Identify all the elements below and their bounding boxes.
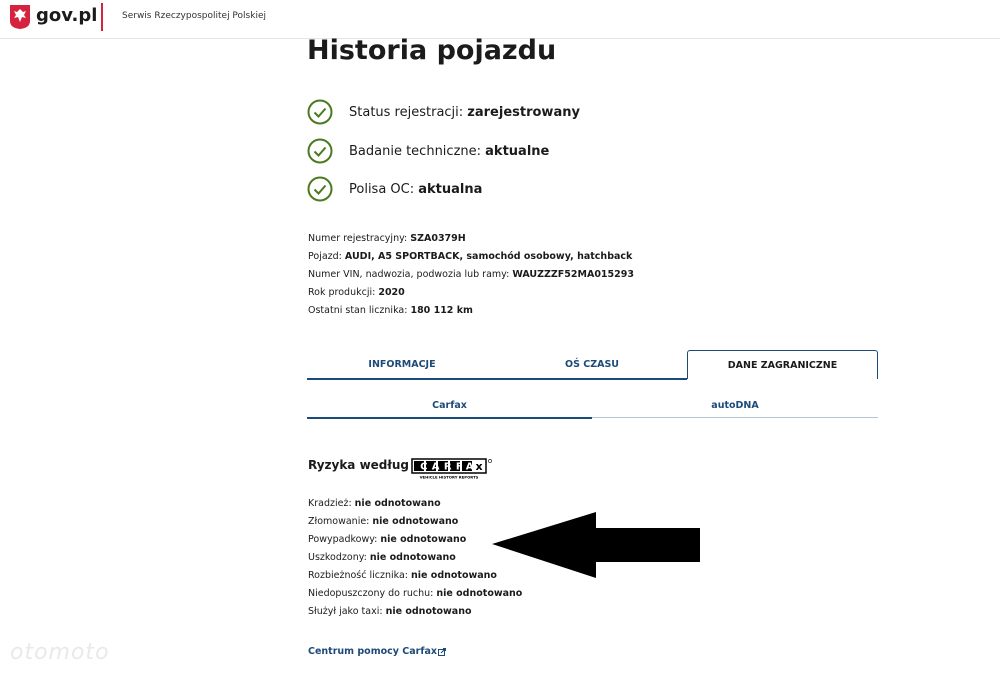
risk-value: nie odnotowano <box>369 552 456 563</box>
subtab-carfax[interactable]: Carfax <box>307 393 592 419</box>
detail-value: WAUZZZF52MA015293 <box>512 269 634 280</box>
external-link-icon <box>438 648 446 656</box>
risk-heading: Ryzyka według <box>308 458 409 472</box>
status-value: aktualne <box>485 143 550 159</box>
detail-label: Rok produkcji: <box>308 287 379 298</box>
risk-label: Złomowanie: <box>308 516 373 527</box>
check-circle-icon <box>307 138 333 164</box>
risk-label: Kradzież: <box>308 498 355 509</box>
status-label: Status rejestracji: <box>349 104 464 120</box>
tab-dane-zagraniczne[interactable]: DANE ZAGRANICZNE <box>687 350 878 379</box>
page-title: Historia pojazdu <box>307 35 557 66</box>
detail-value: 180 112 km <box>410 305 473 316</box>
detail-row <box>308 284 634 302</box>
detail-row <box>308 230 634 248</box>
header-divider <box>101 3 103 31</box>
check-circle-icon <box>307 99 333 125</box>
brand-logo[interactable]: gov.pl <box>36 5 98 26</box>
status-value: aktualna <box>418 181 483 197</box>
risk-value: nie odnotowano <box>380 534 467 545</box>
detail-label: Pojazd: <box>308 251 345 262</box>
status-insurance <box>307 175 482 203</box>
detail-label: Numer VIN, nadwozia, podwozia lub ramy: <box>308 269 513 280</box>
risk-label: Uszkodzony: <box>308 552 370 563</box>
detail-value: AUDI, A5 SPORTBACK, samochód osobowy, hatchback <box>344 251 633 262</box>
risk-label: Rozbieżność licznika: <box>308 570 412 581</box>
carfax-logo-text: CARFA <box>420 461 478 473</box>
risk-value: nie odnotowano <box>372 516 459 527</box>
carfax-help-link[interactable] <box>308 646 446 657</box>
watermark: otomoto <box>10 640 110 665</box>
detail-row <box>308 248 634 266</box>
detail-row <box>308 302 634 320</box>
status-label: Badanie techniczne: <box>349 143 482 159</box>
status-value: zarejestrowany <box>467 104 580 120</box>
sub-tabs <box>307 393 878 419</box>
check-circle-icon <box>307 176 333 202</box>
tab-informacje[interactable]: INFORMACJE <box>307 350 497 380</box>
detail-label: Ostatni stan licznika: <box>308 305 411 316</box>
status-inspection <box>307 137 549 165</box>
vehicle-details <box>308 230 634 320</box>
risk-item <box>308 585 522 603</box>
tab-os-czasu[interactable]: OŚ CZASU <box>497 350 687 380</box>
status-registration <box>307 98 580 126</box>
svg-text:VEHICLE HISTORY REPORTS: VEHICLE HISTORY REPORTS <box>419 474 479 480</box>
risk-value: nie odnotowano <box>411 570 497 581</box>
top-bar <box>0 0 1000 39</box>
annotation-arrow <box>490 510 702 580</box>
risk-value: nie odnotowano <box>436 588 523 599</box>
carfax-logo <box>411 458 493 480</box>
risk-value: nie odnotowano <box>385 606 472 617</box>
risk-label: Niedopuszczony do ruchu: <box>308 588 437 599</box>
main-tabs <box>307 350 878 379</box>
svg-text:x: x <box>475 460 483 473</box>
status-label: Polisa OC: <box>349 181 415 197</box>
help-link-text: Centrum pomocy Carfax <box>308 646 437 657</box>
detail-label: Numer rejestracyjny: <box>308 233 411 244</box>
service-name: Serwis Rzeczypospolitej Polskiej <box>122 11 266 21</box>
subtab-autodna[interactable]: autoDNA <box>592 393 878 418</box>
detail-value: SZA0379H <box>410 233 466 244</box>
risk-value: nie odnotowano <box>354 498 441 509</box>
risk-label: Służył jako taxi: <box>308 606 386 617</box>
risk-item <box>308 603 522 621</box>
polish-eagle-icon <box>9 4 31 30</box>
detail-row <box>308 266 634 284</box>
risk-label: Powypadkowy: <box>308 534 381 545</box>
detail-value: 2020 <box>378 287 405 298</box>
